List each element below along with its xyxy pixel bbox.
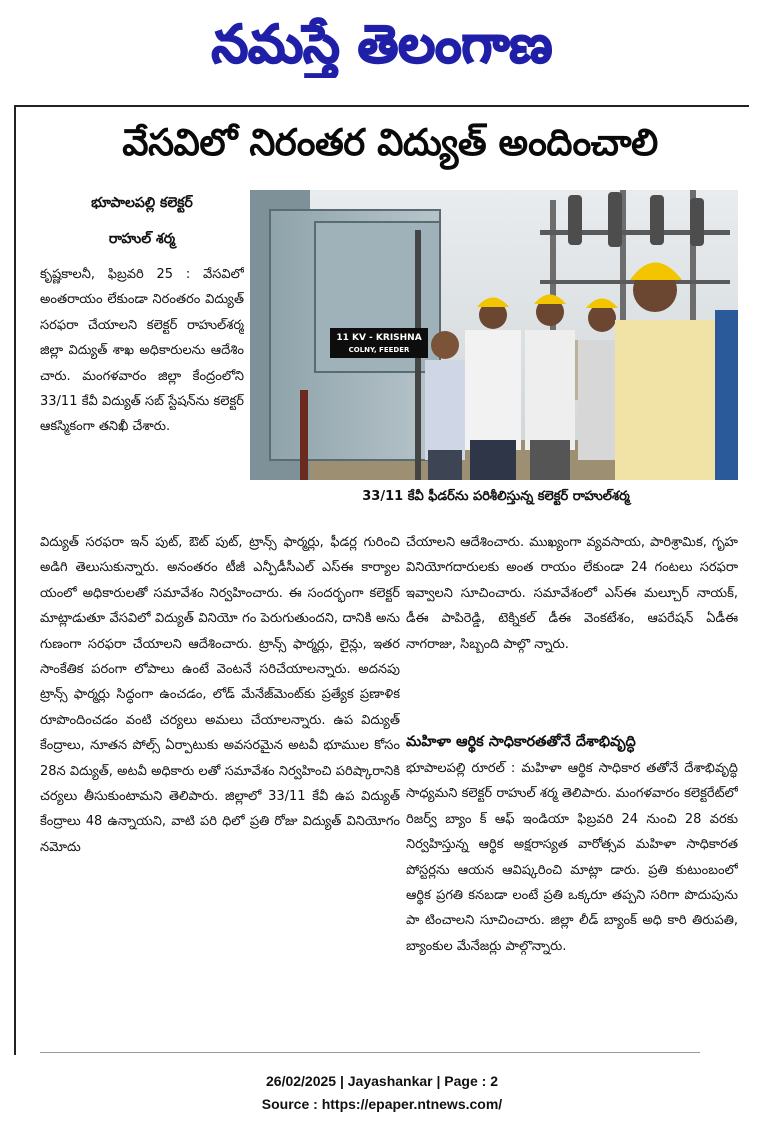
article-column-left-bottom (40, 530, 400, 1046)
second-article-column (406, 756, 738, 1046)
photo-caption: 33/11 కేవీ ఫీడర్‌ను పరిశీలిస్తున్న కలెక్టర్ రాహుల్‌శర్మ (362, 489, 630, 504)
article-column-right-top (406, 530, 738, 726)
article-text: విద్యుత్ సరఫరా ఇన్ పుట్, ఔట్ పుట్, ట్రాన్స్ ఫార్మర్లు, ఫీడర్ల గురించి అడిగి తెలుసుకున్నారు. అనంతరం టీజీ ఎన్పీడీసీఎల్ ఎస్ఈ కార్యాల యంలో అధికారులతో సమావేశం నిర్వహించారు. ఈ సందర్భంగా కలెక్టర్ మాట్లాడుతూ వేసవిలో విద్యుత్ వినియో గం పెరుగుతుందని, దానికి అను గుణంగా సరఫరా చేయాలని ఆదేశించారు. ట్రాన్స్ ఫార్మర్లు, లైన్లు, ఇతర సాంకేతిక పరంగా లోపాలు ఉంటే వెంటనే సరిచేయాలన్నారు. అదనపు ట్రాన్స్ ఫార్మర్లు సిద్ధంగా ఉంచడం, లోడ్ మేనేజ్‌మెంట్‌కు ప్రత్యేక ప్రణాళిక రూపొందించడం వంటి చర్యలు అమలు చేయాలన్నారు. ఉప విద్యుత్ కేంద్రాలు, నూతన పోల్స్ ఏర్పాటుకు అవసరమైన అటవీ భూముల కోసం 28న విద్యుత్, అటవీ అధికారు లతో సమావేశం నిర్వహించి పరిష్కారానికి చర్యలు తీసుకుంటామని తెలిపారు. జిల్లాలో 33/11 కేవీ ఉప విద్యుత్ కేంద్రాలు 48 ఉన్నాయని, వాటి పరి ధిలో ప్రతి రోజు విద్యుత్ వినియోగం నమోదు (40, 535, 400, 855)
article-text: చేయాలని ఆదేశించారు. ముఖ్యంగా వ్యవసాయ, పారిశ్రామిక, గృహ వినియోగదారులకు అంత రాయం లేకుండా 24 గంటలు సరఫరా ఇవ్వాలని సూచించారు. సమావేశంలో ఎస్ఈ మల్చూర్ నాయక్, డీఈ పాపిరెడ్డి, టెక్నికల్ డీఈ వెంకటేశం, ఆపరేషన్ ఏడీఈ నాగరాజు, సిబ్బంది పాల్గొ న్నారు. (406, 535, 738, 652)
article-headline: వేసవిలో నిరంతర విద్యుత్ అందించాలి (122, 121, 658, 164)
footer-date-edition: 26/02/2025 | Jayashankar | Page : 2 (266, 1073, 498, 1089)
bottom-divider (40, 1052, 700, 1053)
article-text: భూపాలపల్లి రూరల్ : మహిళా ఆర్థిక సాధికార తతోనే దేశాభివృద్ధి సాధ్యమని కలెక్టర్ రాహుల్ శర్మ తెలిపారు. మంగళవారం కలెక్టరేట్‌లో రిజర్వ్ బ్యాం క్ ఆఫ్ ఇండియా ఫిబ్రవరి 24 నుంచి 28 వరకు నిర్వహిస్తున్న ఆర్థిక అక్షరాస్యత వారోత్సవ మహిళా సాధికారత పోస్టర్లను ఆయన ఆవిష్కరించి మాట్లా డారు. ప్రతి కుటుంబంలో ఆర్థిక ప్రగతి కనబడా లంటే ప్రతి ఒక్కరూ తప్పని సరిగా పొదుపును పా టించాలని సూచించారు. జిల్లా లీడ్ బ్యాంక్ అధి కారి తిరుపతి, బ్యాంకుల మేనేజర్లు పాల్గొన్నారు. (406, 761, 738, 954)
svg-text:COLNY, FEEDER: COLNY, FEEDER (348, 346, 410, 354)
masthead-title: నమస్తే తెలంగాణ (211, 15, 553, 75)
newspaper-masthead (160, 8, 604, 78)
second-article-headline: మహిళా ఆర్థిక సాధికారతతోనే దేశాభివృద్ధి (406, 734, 636, 750)
svg-text:11 KV - KRISHNA: 11 KV - KRISHNA (336, 333, 422, 343)
article-text: కృష్ణకాలనీ, ఫిబ్రవరి 25 : వేసవిలో అంతరాయం లేకుండా నిరంతరం విద్యుత్ సరఫరా చేయాలని కలెక్టర్ రాహుల్‌శర్మ జిల్లా విద్యుత్ శాఖ అధికారులను ఆదేశిం చారు. మంగళవారం జిల్లా కేంద్రంలోని 33/11 కేవీ విద్యుత్ సబ్ స్టేషన్‌ను కలెక్టర్ ఆకస్మికంగా తనిఖీ చేశారు. (40, 267, 244, 435)
left-divider (14, 105, 16, 1055)
byline-place: భూపాలపల్లి కలెక్టర్ (91, 195, 193, 211)
article-column-left-top (40, 262, 244, 524)
top-divider (14, 105, 749, 107)
article-photo (250, 190, 738, 480)
substation-photo (250, 190, 738, 480)
byline-name: రాహుల్ శర్మ (108, 231, 176, 247)
masthead-logo (160, 8, 604, 78)
footer-source: Source : https://epaper.ntnews.com/ (261, 1096, 503, 1112)
